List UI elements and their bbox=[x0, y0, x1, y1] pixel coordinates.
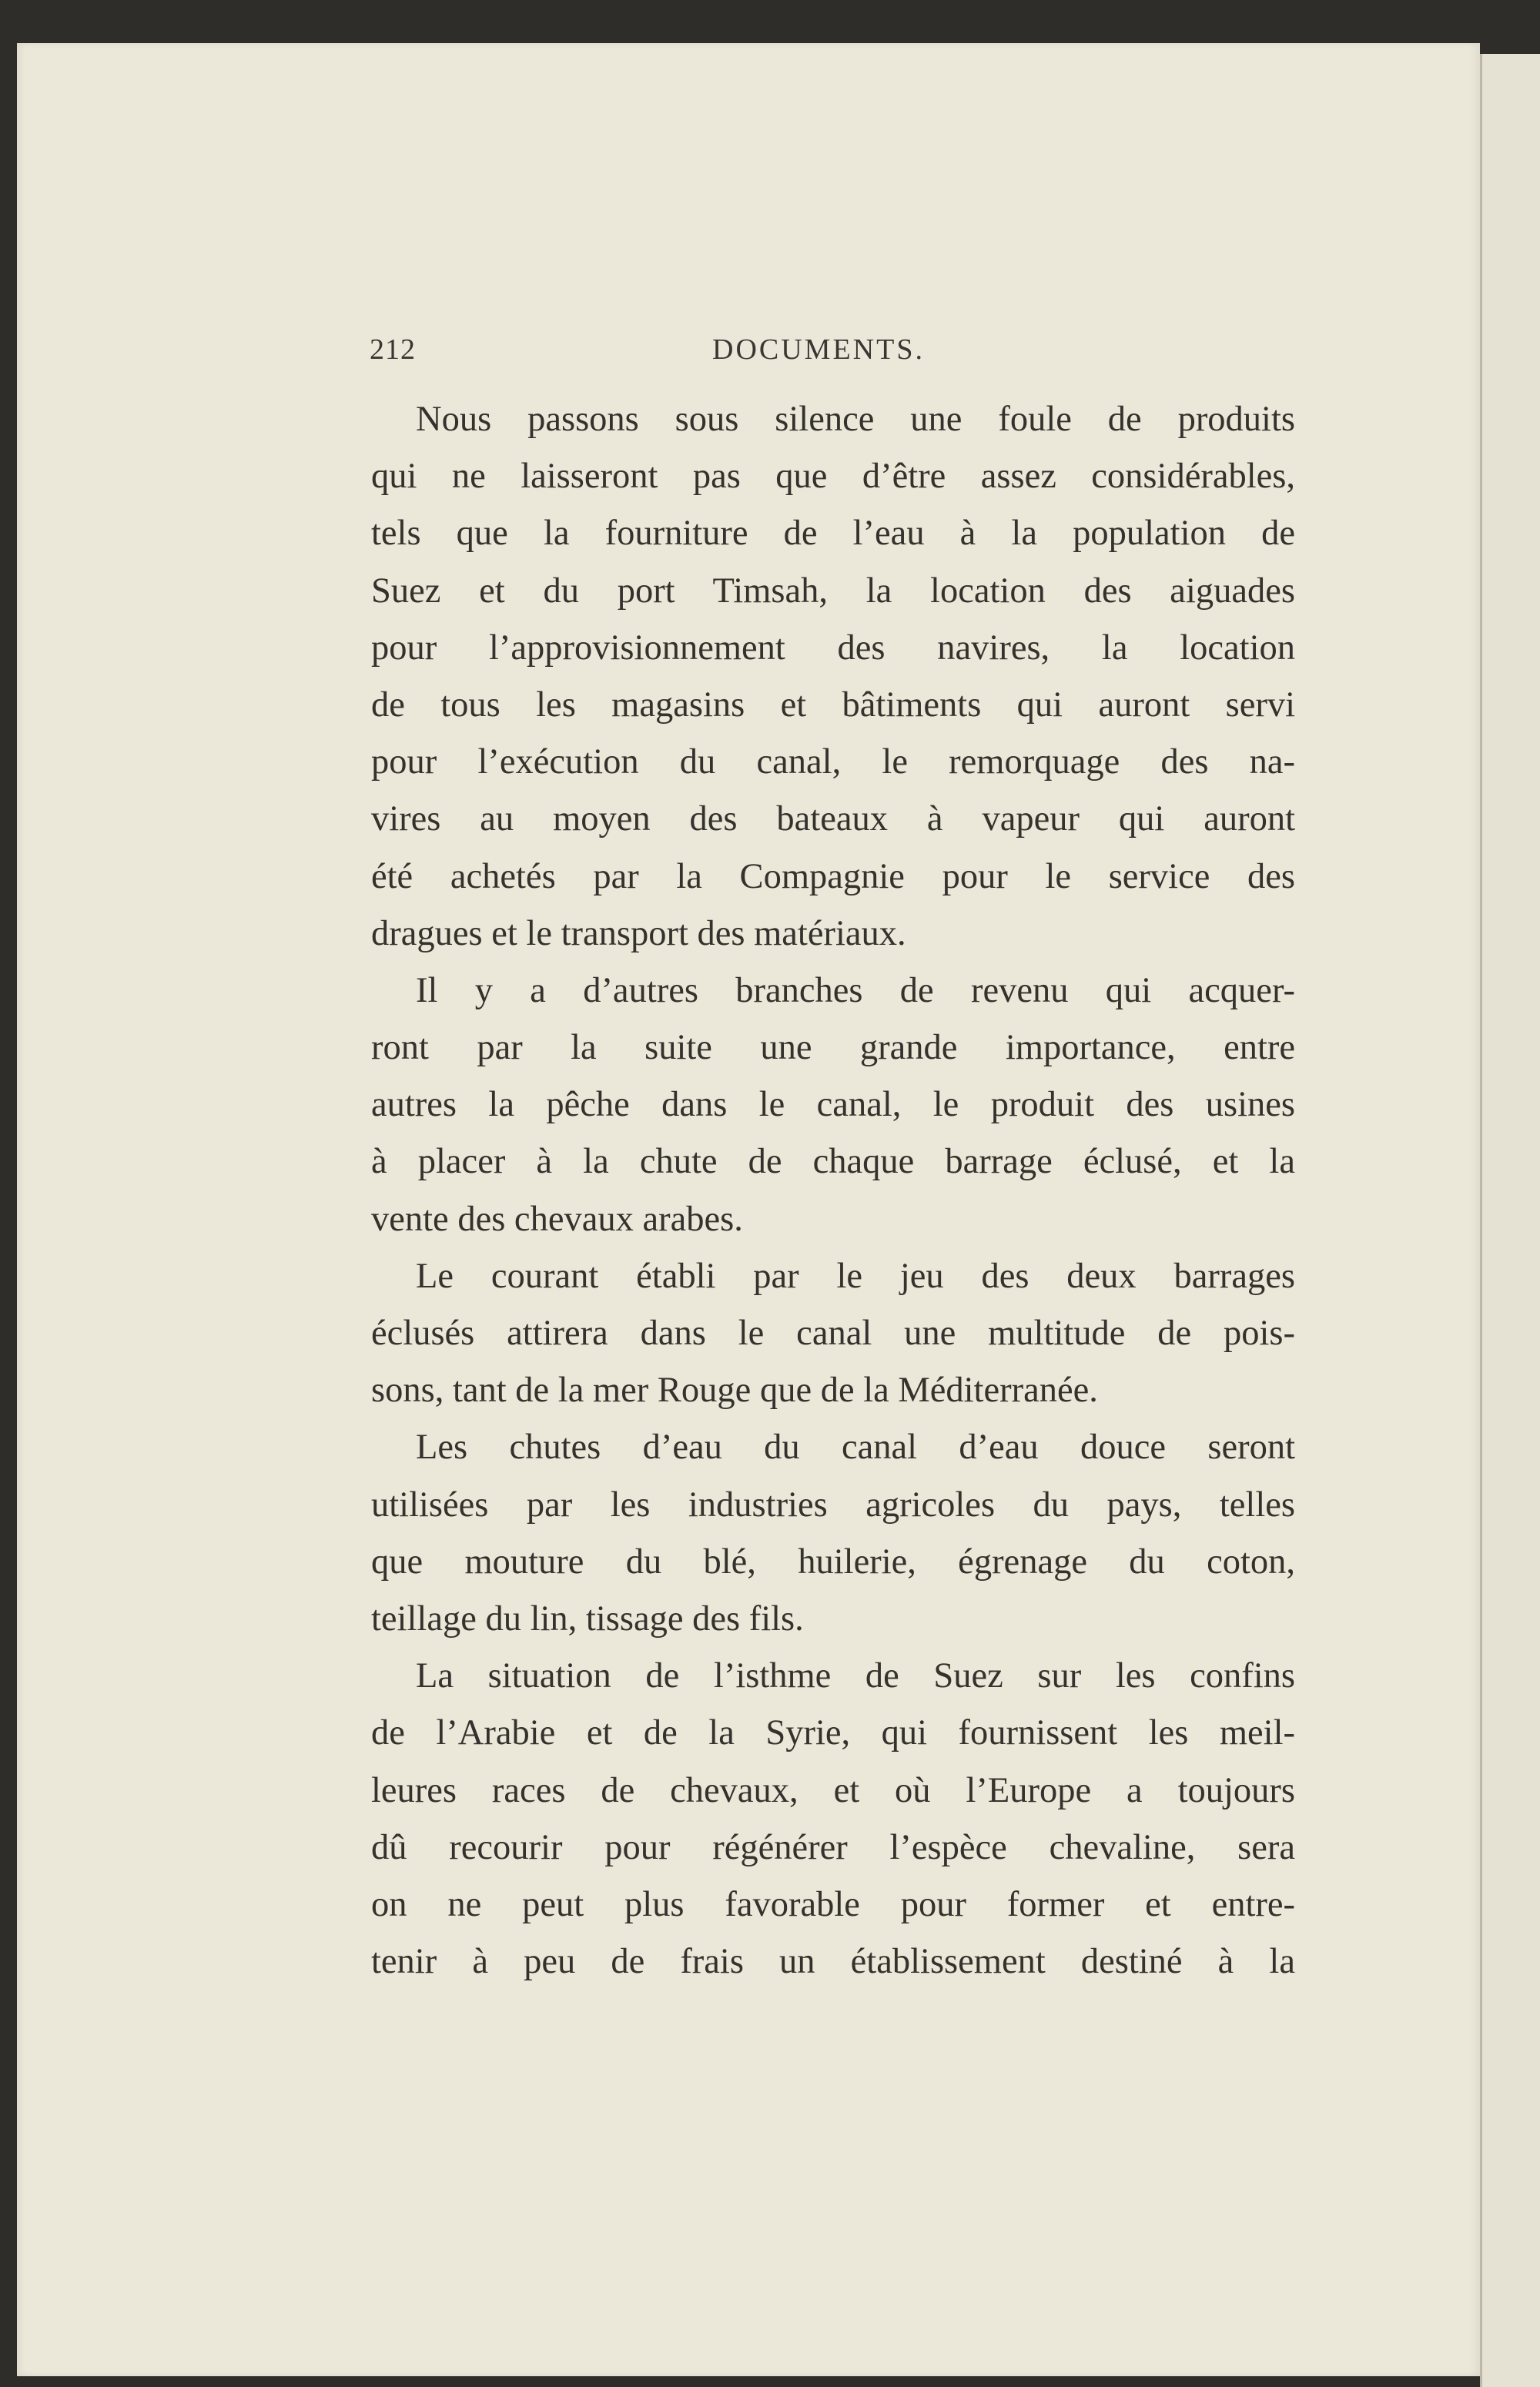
facing-page-edge bbox=[1480, 54, 1540, 2387]
text-line: de l’Arabie et de la Syrie, qui fournissent les meil- bbox=[371, 1713, 1295, 1753]
text-line: sons, tant de la mer Rouge que de la Méditerranée. bbox=[371, 1371, 1098, 1411]
running-head: DOCUMENTS. bbox=[712, 333, 925, 366]
text-line: Nous passons sous silence une foule de produits bbox=[416, 400, 1295, 439]
text-line: leures races de chevaux, et où l’Europe a toujours bbox=[371, 1770, 1295, 1810]
text-line: à placer à la chute de chaque barrage éclusé, et la bbox=[371, 1142, 1295, 1182]
text-line: autres la pêche dans le canal, le produit des usines bbox=[371, 1085, 1295, 1125]
text-line: tels que la fourniture de l’eau à la population de bbox=[371, 514, 1295, 554]
text-line: qui ne laisseront pas que d’être assez considérables, bbox=[371, 457, 1295, 497]
text-line: Le courant établi par le jeu des deux barrages bbox=[416, 1256, 1295, 1296]
text-line: Il y a d’autres branches de revenu qui acquer- bbox=[416, 970, 1295, 1010]
text-line: Les chutes d’eau du canal d’eau douce seront bbox=[416, 1428, 1295, 1468]
text-line: éclusés attirera dans le canal une multitude de pois- bbox=[371, 1314, 1295, 1353]
text-line: dragues et le transport des matériaux. bbox=[371, 913, 906, 953]
body-text bbox=[371, 391, 1295, 1990]
page-header bbox=[370, 333, 1294, 379]
text-line: teillage du lin, tissage des fils. bbox=[371, 1599, 804, 1639]
text-line: que mouture du blé, huilerie, égrenage du coton, bbox=[371, 1542, 1295, 1582]
text-line: vires au moyen des bateaux à vapeur qui auront bbox=[371, 799, 1295, 839]
text-line: pour l’exécution du canal, le remorquage des na- bbox=[371, 742, 1295, 782]
text-line: Suez et du port Timsah, la location des aiguades bbox=[371, 571, 1295, 611]
text-line: ront par la suite une grande importance, entre bbox=[371, 1028, 1295, 1068]
text-line: utilisées par les industries agricoles du pays, telles bbox=[371, 1485, 1295, 1525]
text-line: tenir à peu de frais un établissement destiné à la bbox=[371, 1942, 1295, 1982]
text-line: dû recourir pour régénérer l’espèce chevaline, sera bbox=[371, 1827, 1295, 1867]
text-line: pour l’approvisionnement des navires, la location bbox=[371, 628, 1295, 668]
text-line: de tous les magasins et bâtiments qui auront servi bbox=[371, 685, 1295, 725]
text-line: vente des chevaux arabes. bbox=[371, 1199, 743, 1239]
text-line: La situation de l’isthme de Suez sur les confins bbox=[416, 1656, 1295, 1696]
text-line: on ne peut plus favorable pour former et entre- bbox=[371, 1884, 1295, 1924]
text-line: été achetés par la Compagnie pour le service des bbox=[371, 856, 1295, 896]
page-number: 212 bbox=[370, 333, 416, 366]
